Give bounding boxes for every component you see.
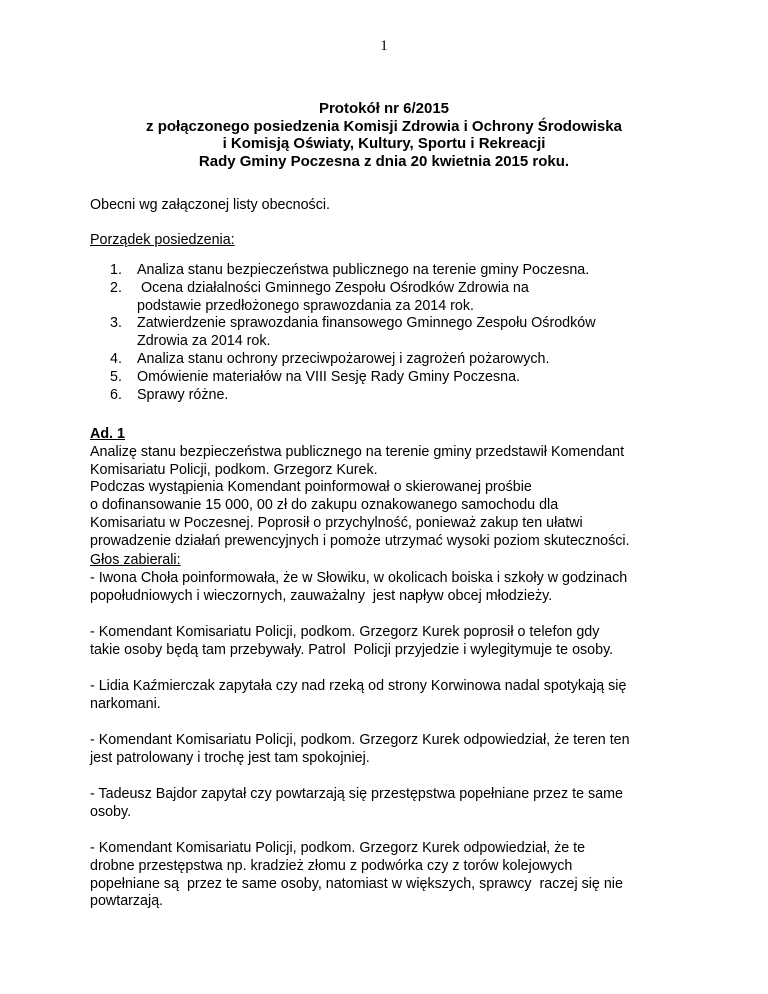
- agenda-item-line: Analiza stanu ochrony przeciwpożarowej i zagrożeń pożarowych.: [137, 350, 550, 367]
- statement-line: narkomani.: [90, 695, 161, 712]
- statement: [90, 624, 710, 660]
- agenda-item-line: Ocena działalności Gminnego Zespołu Ośrodków Zdrowia na: [137, 279, 529, 296]
- agenda-item-line: podstawie przedłożonego sprawozdania za 2014 rok.: [137, 297, 474, 314]
- agenda-item-number: 6.: [110, 386, 122, 403]
- agenda-heading: [90, 232, 710, 250]
- agenda-item: [90, 369, 710, 387]
- agenda-item: [90, 280, 710, 316]
- attendance-text: Obecni wg załączonej listy obecności.: [90, 197, 330, 213]
- agenda-item-number: 4.: [110, 350, 122, 367]
- document-title: [60, 100, 708, 170]
- speakers-heading: Głos zabierali:: [90, 552, 181, 568]
- title-line: Protokół nr 6/2015: [318, 100, 450, 117]
- agenda-item-line: Zdrowia za 2014 rok.: [137, 333, 271, 350]
- ad1-paragraph-line: Analizę stanu bezpieczeństwa publicznego na terenie gminy przedstawił Komendant: [90, 443, 625, 460]
- page-number: 1: [380, 38, 388, 54]
- agenda-item: [90, 387, 710, 405]
- agenda-item-number: 5.: [110, 368, 122, 385]
- title-line: i Komisją Oświaty, Kultury, Sportu i Rekreacji: [222, 135, 546, 152]
- agenda-item-line: Analiza stanu bezpieczeństwa publicznego na terenie gminy Poczesna.: [137, 262, 590, 278]
- speakers-section: [90, 552, 710, 605]
- ad1-section: [90, 426, 710, 551]
- agenda-item: [90, 351, 710, 369]
- statement: [90, 732, 710, 768]
- ad1-paragraph-line: Komisariatu w Poczesnej. Poprosił o przychylność, ponieważ zakup ten ułatwi: [90, 514, 583, 531]
- statement: [90, 786, 710, 822]
- agenda-item-line: Zatwierdzenie sprawozdania finansowego Gminnego Zespołu Ośrodków: [137, 315, 596, 332]
- statement-line: popełniane są przez te same osoby, natomiast w większych, sprawcy raczej się nie: [90, 875, 623, 892]
- agenda-item: [90, 315, 710, 351]
- title-line: z połączonego posiedzenia Komisji Zdrowia i Ochrony Środowiska: [146, 117, 622, 135]
- ad1-heading: Ad. 1: [90, 426, 125, 442]
- statement-line: drobne przestępstwa np. kradzież złomu z podwórka czy z torów kolejowych: [90, 857, 573, 874]
- agenda-item-number: 1.: [110, 262, 122, 278]
- agenda-item-number: 2.: [110, 279, 122, 296]
- agenda-list: [90, 262, 710, 404]
- statement-line: takie osoby będą tam przebywały. Patrol Policji przyjedzie i wylegitymuje te osoby.: [90, 641, 614, 658]
- statement-line: - Lidia Kaźmierczak zapytała czy nad rzeką od strony Korwinowa nadal spotykają się: [90, 678, 627, 694]
- ad1-paragraph-line: Komisariatu Policji, podkom. Grzegorz Kurek.: [90, 461, 378, 478]
- statement: [90, 840, 710, 911]
- agenda-item-line: Omówienie materiałów na VIII Sesję Rady Gminy Poczesna.: [137, 368, 521, 385]
- statement: [90, 678, 710, 714]
- statement-line: - Tadeusz Bajdor zapytał czy powtarzają się przestępstwa popełniane przez te same: [90, 786, 623, 802]
- ad1-paragraph-line: prowadzenie działań prewencyjnych i pomoże utrzymać wysoki poziom skuteczności.: [90, 532, 630, 549]
- attendance-note: [90, 197, 710, 215]
- statement-line: osoby.: [90, 803, 132, 820]
- title-line: Rady Gminy Poczesna z dnia 20 kwietnia 2015 roku.: [198, 152, 570, 170]
- ad1-paragraph-line: Podczas wystąpienia Komendant poinformował o skierowanej prośbie: [90, 479, 532, 496]
- agenda-item-line: Sprawy różne.: [137, 386, 229, 403]
- agenda-heading-text: Porządek posiedzenia:: [90, 232, 235, 248]
- agenda-item: [90, 262, 710, 280]
- statement-line: - Komendant Komisariatu Policji, podkom. Grzegorz Kurek odpowiedział, że teren ten: [90, 732, 630, 748]
- statement-line: powtarzają.: [90, 893, 164, 910]
- statement-line: - Komendant Komisariatu Policji, podkom. Grzegorz Kurek odpowiedział, że te: [90, 840, 586, 856]
- agenda-item-number: 3.: [110, 315, 122, 332]
- statement-line: - Komendant Komisariatu Policji, podkom. Grzegorz Kurek poprosił o telefon gdy: [90, 624, 600, 640]
- ad1-paragraph-line: o dofinansowanie 15 000, 00 zł do zakupu oznakowanego samochodu dla: [90, 497, 559, 514]
- statement-line: jest patrolowany i trochę jest tam spokojniej.: [90, 749, 370, 766]
- statement-line: - Iwona Choła poinformowała, że w Słowiku, w okolicach boiska i szkoły w godzinach: [90, 569, 628, 586]
- statement-line: popołudniowych i wieczornych, zauważalny jest napływ obcej młodzieży.: [90, 587, 553, 604]
